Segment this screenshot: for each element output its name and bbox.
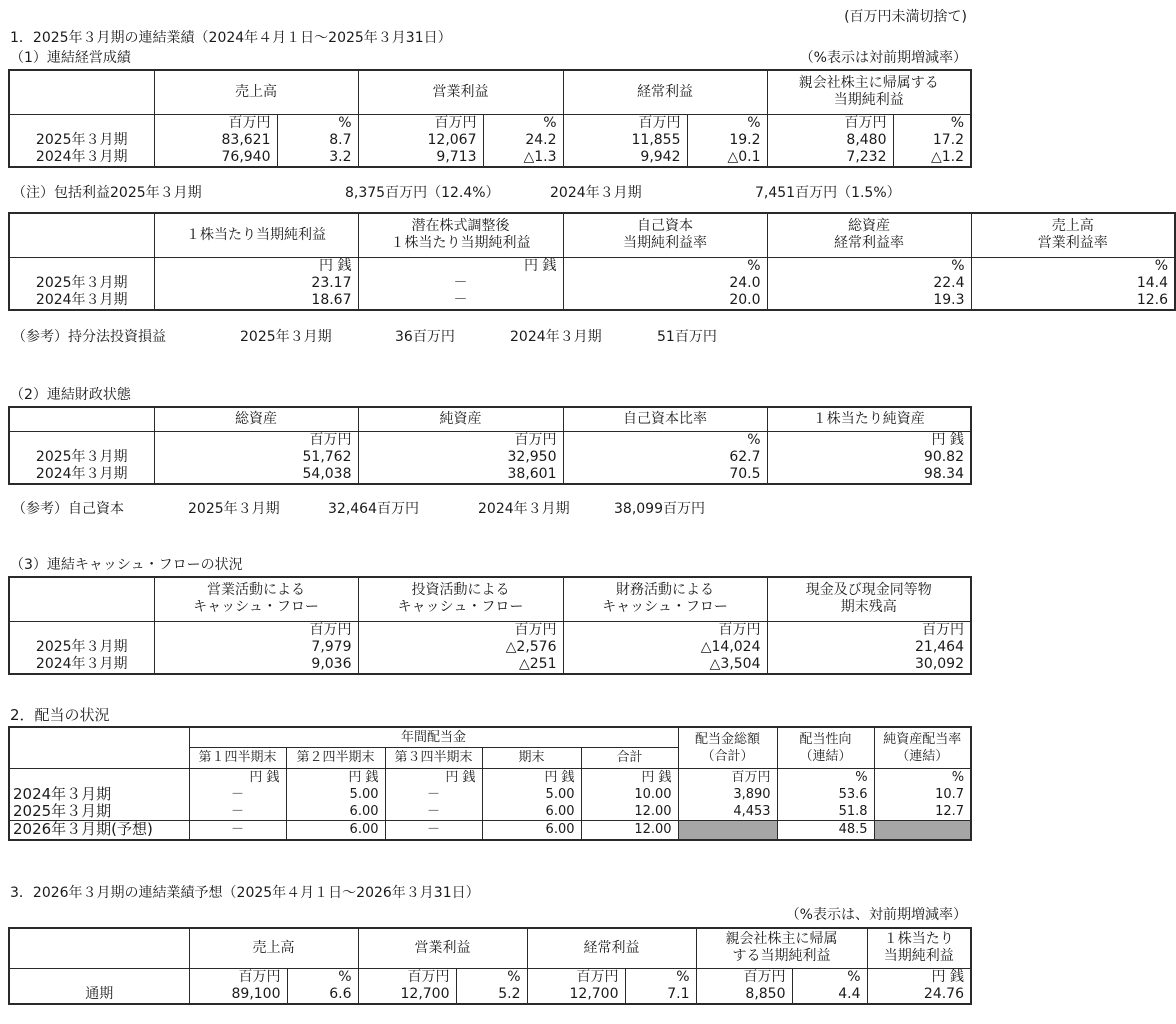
col-header-ordinary-income: 経常利益: [527, 928, 696, 968]
header-row: [9, 577, 971, 621]
value: 51,762: [302, 448, 352, 465]
cell-diluted-eps: [358, 257, 563, 310]
cell-doe-na: [874, 820, 971, 840]
forecast-row: [9, 820, 971, 840]
value: 8,850: [745, 985, 786, 1002]
unit-label: 円 銭: [641, 769, 672, 785]
header-line: １株当たり当期純利益: [390, 235, 531, 252]
value: 12,700: [569, 985, 619, 1002]
cell-cash-end: [767, 621, 971, 674]
dividends-table: [8, 726, 972, 841]
cell-financing-cf: [563, 621, 767, 674]
unit-label: 円 銭: [524, 257, 557, 274]
row-label: 2024年３月期: [35, 148, 128, 165]
cell-q1: [189, 768, 286, 820]
corner-cell: [9, 70, 154, 114]
cell-equity-ratio: [563, 431, 767, 484]
value: 5.00: [349, 786, 379, 802]
header-line: 自己資本: [637, 218, 693, 235]
header-line: 現金及び現金同等物: [805, 582, 932, 599]
value: 32,950: [507, 448, 557, 465]
col-header-total: 合計: [581, 747, 678, 768]
value: －: [453, 291, 468, 308]
cell-sales-amount: [154, 114, 277, 167]
col-header-eps: １株当たり当期純利益: [154, 213, 358, 257]
header-line: （連結）: [799, 748, 852, 764]
unit-label: 百万円: [309, 431, 352, 448]
cell-op-amount: [358, 114, 483, 167]
header-line: 期末残高: [840, 599, 897, 616]
col-header-net-income: [767, 70, 971, 114]
header-line: 純資産配当率: [883, 731, 962, 747]
cell-net-pct: [792, 968, 867, 1004]
value: 6.00: [545, 803, 575, 819]
col-header-q1: 第１四半期末: [189, 747, 286, 768]
cell-q2: [286, 768, 385, 820]
cell-op-amount: [358, 968, 456, 1004]
unit-label: 円 銭: [931, 431, 964, 448]
value: 7,232: [846, 148, 887, 165]
col-header-sales: 売上高: [154, 70, 358, 114]
cell-year-end: [482, 768, 581, 820]
cash-flow-table: [8, 576, 972, 675]
value: 54,038: [302, 465, 352, 482]
value: 12.00: [634, 803, 672, 819]
rounding-note: (百万円未満切捨て): [844, 9, 967, 25]
corner-cell: [9, 727, 189, 768]
row-label: 2024年３月期: [13, 784, 112, 803]
cell-total: [581, 768, 678, 820]
value: △14,024: [700, 638, 761, 655]
col-header-diluted-eps: [358, 213, 563, 257]
value: 53.6: [838, 786, 868, 802]
col-header-operating-income: 営業利益: [358, 70, 563, 114]
value: 19.3: [933, 291, 965, 308]
row-label: 2025年３月期: [35, 131, 128, 148]
unit-label: %: [507, 968, 521, 985]
header-line: 当期純利益: [883, 948, 954, 965]
col-header-q2: 第２四半期末: [286, 747, 385, 768]
value: 8,480: [846, 131, 887, 148]
corner-cell: [9, 928, 189, 968]
value: 8.7: [329, 131, 352, 148]
cell-total-dividends: [678, 768, 777, 820]
cell-q1: －: [189, 820, 286, 840]
value: 3,890: [733, 786, 771, 802]
unit-label: 円 銭: [249, 769, 280, 785]
value: 89,100: [231, 985, 281, 1002]
cell-q2: 6.00: [286, 820, 385, 840]
value: －: [230, 803, 244, 819]
value: 70.5: [729, 465, 761, 482]
col-header-net-assets: 純資産: [358, 407, 563, 431]
cell-net-amount: [696, 968, 792, 1004]
header-row-group: [9, 727, 971, 747]
col-header-financing-cf: [563, 577, 767, 621]
col-header-roe: [563, 213, 767, 257]
unit-label: 百万円: [514, 621, 557, 638]
row-label-forecast: 2026年３月期(予想): [9, 820, 189, 840]
cell-ord-pct: [625, 968, 696, 1004]
row-label: 2024年３月期: [35, 655, 128, 672]
header-line: （合計）: [701, 748, 754, 764]
cell-net-amount: [767, 114, 893, 167]
unit-label: 百万円: [434, 114, 477, 131]
cell-doe: [874, 768, 971, 820]
cell-sales-pct: [287, 968, 358, 1004]
value: 12.6: [1136, 291, 1168, 308]
value: 11,855: [631, 131, 681, 148]
col-header-total-assets: 総資産: [154, 407, 358, 431]
comprehensive-income-period2: 2024年３月期: [550, 185, 642, 201]
header-line: 当期純利益率: [623, 235, 707, 252]
value: －: [230, 786, 244, 802]
value: 22.4: [933, 274, 965, 291]
financial-position-table: [8, 406, 972, 485]
col-header-sales: 売上高: [189, 928, 358, 968]
cell-roe: [563, 257, 767, 310]
cell-ord-amount: [563, 114, 687, 167]
row-label: 2025年３月期: [35, 448, 128, 465]
value: 24.76: [923, 985, 964, 1002]
unit-label: %: [747, 431, 761, 448]
equity-capital-period1: 2025年３月期: [188, 501, 280, 517]
unit-label: %: [676, 968, 690, 985]
value: 10.00: [634, 786, 672, 802]
unit-label: %: [543, 114, 557, 131]
sub1-note: （%表示は対前期増減率）: [799, 50, 967, 66]
header-line: 財務活動による: [616, 582, 714, 599]
comprehensive-income-2025: 8,375百万円（12.4%）: [345, 185, 500, 201]
unit-label: 百万円: [514, 431, 557, 448]
header-row: [9, 70, 971, 114]
equity-capital-label: （参考）自己資本: [12, 501, 124, 517]
value: －: [453, 274, 468, 291]
col-header-operating-cf: [154, 577, 358, 621]
value: 9,036: [311, 655, 352, 672]
header-line: 経常利益率: [834, 235, 904, 252]
col-header-ordinary-income: 経常利益: [563, 70, 767, 114]
unit-label: 百万円: [718, 621, 761, 638]
unit-label: 百万円: [922, 621, 964, 638]
unit-label: 円 銭: [319, 257, 352, 274]
col-header-total-dividends: [678, 727, 777, 768]
cell-total-assets: [154, 431, 358, 484]
value: 83,621: [221, 131, 271, 148]
unit-label: 円 銭: [348, 769, 379, 785]
value: 3.2: [329, 148, 352, 165]
unit-label: %: [951, 257, 965, 274]
col-header-q3: 第３四半期末: [385, 747, 482, 768]
cell-net-assets: [358, 431, 563, 484]
data-block: [9, 431, 971, 484]
section1-title: 1．2025年３月期の連結業績（2024年４月１日～2025年３月31日）: [10, 30, 452, 46]
value: △0.1: [727, 148, 761, 165]
header-line: 潜在株式調整後: [411, 218, 510, 235]
col-group-annual-dividend: 年間配当金: [189, 727, 678, 747]
col-header-payout-ratio: [777, 727, 874, 768]
equity-method-period1: 2025年３月期: [240, 329, 332, 345]
value: 4.4: [838, 985, 861, 1002]
value: －: [426, 786, 440, 802]
cell-net-pct: [893, 114, 971, 167]
data-block: [9, 768, 971, 820]
cell-sales-pct: [277, 114, 358, 167]
equity-method-period2: 2024年３月期: [510, 329, 602, 345]
cell-op-pct: [456, 968, 527, 1004]
row-label: 2025年３月期: [13, 801, 112, 820]
value: 17.2: [932, 131, 964, 148]
equity-capital-period2: 2024年３月期: [478, 501, 570, 517]
comprehensive-income-2024: 7,451百万円（1.5%）: [755, 185, 901, 201]
unit-label: %: [747, 257, 761, 274]
header-line: 投資活動による: [411, 582, 510, 599]
unit-label: %: [950, 114, 964, 131]
value: △1.3: [523, 148, 557, 165]
value: 90.82: [923, 448, 964, 465]
per-share-ratios-table: [8, 212, 1176, 311]
unit-label: %: [855, 769, 868, 785]
row-labels: [9, 768, 189, 820]
value: 38,601: [507, 465, 557, 482]
value: 24.2: [525, 131, 557, 148]
value: 9,942: [640, 148, 681, 165]
unit-label: 百万円: [309, 621, 352, 638]
value: 7.1: [667, 985, 690, 1002]
header-row: [9, 928, 971, 968]
col-header-investing-cf: [358, 577, 563, 621]
cell-ord-pct: [687, 114, 767, 167]
equity-method-value2: 51百万円: [657, 329, 717, 345]
comprehensive-income-label: （注）包括利益2025年３月期: [12, 185, 202, 201]
col-header-year-end: 期末: [482, 747, 581, 768]
cell-ord-amount: [527, 968, 625, 1004]
corner-cell: [9, 577, 154, 621]
cell-sales-amount: [189, 968, 287, 1004]
unit-label: %: [951, 769, 965, 785]
col-header-op-margin: [971, 213, 1175, 257]
value: 21,464: [915, 638, 964, 655]
header-line: 配当金総額: [695, 731, 761, 747]
value: 12,067: [427, 131, 477, 148]
cell-total-dividends-na: [678, 820, 777, 840]
value: 51.8: [838, 803, 868, 819]
cell-total: 12.00: [581, 820, 678, 840]
unit-label: 百万円: [743, 968, 786, 985]
header-line: １株当たり: [883, 931, 954, 948]
operating-results-table: [8, 69, 972, 168]
cell-op-pct: [483, 114, 563, 167]
col-header-cash-end: [767, 577, 971, 621]
corner-cell: [9, 407, 154, 431]
value: △251: [519, 655, 557, 672]
cell-roa: [767, 257, 971, 310]
cell-eps: [154, 257, 358, 310]
row-labels: [9, 621, 154, 674]
cell-q3: －: [385, 820, 482, 840]
sub1-title: （1）連結経営成績: [10, 50, 131, 66]
value: 12.7: [935, 803, 965, 819]
unit-label: %: [338, 114, 352, 131]
col-header-operating-income: 営業利益: [358, 928, 527, 968]
unit-label: 円 銭: [931, 968, 964, 985]
row-label: 2024年３月期: [35, 465, 128, 482]
value: 20.0: [729, 291, 761, 308]
data-block: [9, 114, 971, 167]
section2-title: 2．配当の状況: [10, 706, 110, 724]
col-header-eps: [867, 928, 971, 968]
unit-label: 円 銭: [544, 769, 575, 785]
value: 30,092: [915, 655, 964, 672]
unit-label: 百万円: [228, 114, 271, 131]
data-block: [9, 621, 971, 674]
cell-payout-ratio: 48.5: [777, 820, 874, 840]
cell-payout-ratio: [777, 768, 874, 820]
section3-note: （%表示は、対前期増減率）: [785, 907, 967, 923]
unit-label: %: [1154, 257, 1168, 274]
value: 23.17: [311, 274, 352, 291]
data-block: [9, 257, 1175, 310]
cell-operating-cf: [154, 621, 358, 674]
unit-label: 百万円: [731, 769, 771, 785]
col-header-doe: [874, 727, 971, 768]
sub3-title: （3）連結キャッシュ・フローの状況: [10, 557, 243, 573]
col-header-net-income-line1: 親会社株主に帰属する: [798, 75, 939, 92]
header-line: （連結）: [896, 748, 949, 764]
col-header-equity-ratio: 自己資本比率: [563, 407, 767, 431]
value: 7,979: [311, 638, 352, 655]
row-labels: [9, 257, 154, 310]
unit-label: 円 銭: [445, 769, 476, 785]
value: 9,713: [436, 148, 477, 165]
value: 18.67: [311, 291, 352, 308]
sub2-title: （2）連結財政状態: [10, 387, 131, 403]
cell-bps: [767, 431, 971, 484]
header-row: [9, 407, 971, 431]
row-label: 2024年３月期: [35, 291, 128, 308]
unit-label: %: [747, 114, 761, 131]
data-block: [9, 968, 971, 1004]
header-line: 親会社株主に帰属: [725, 931, 838, 948]
value: △3,504: [709, 655, 761, 672]
value: 98.34: [923, 465, 964, 482]
unit-label: 百万円: [844, 114, 887, 131]
value: 19.2: [729, 131, 761, 148]
cell-investing-cf: [358, 621, 563, 674]
equity-method-value1: 36百万円: [395, 329, 455, 345]
header-row: [9, 213, 1175, 257]
unit-label: 百万円: [576, 968, 619, 985]
header-line: キャッシュ・フロー: [602, 599, 728, 616]
header-line: キャッシュ・フロー: [397, 599, 524, 616]
header-line: 営業利益率: [1037, 235, 1108, 252]
cell-op-margin: [971, 257, 1175, 310]
col-header-net-income-line2: 当期純利益: [833, 92, 904, 109]
value: 24.0: [729, 274, 761, 291]
unit-label: %: [338, 968, 352, 985]
cell-q3: [385, 768, 482, 820]
value: 4,453: [733, 803, 771, 819]
section3-title: 3．2026年３月期の連結業績予想（2025年４月１日～2026年３月31日）: [10, 885, 480, 901]
equity-method-label: （参考）持分法投資損益: [12, 329, 166, 345]
header-line: キャッシュ・フロー: [193, 599, 319, 616]
row-labels: [9, 114, 154, 167]
header-line: 総資産: [848, 218, 890, 235]
equity-capital-value2: 38,099百万円: [614, 501, 705, 517]
col-header-bps: １株当たり純資産: [767, 407, 971, 431]
value: 14.4: [1136, 274, 1168, 291]
row-label-full-year: 通期: [9, 968, 189, 1004]
forecast-table: [8, 927, 972, 1005]
value: 6.6: [329, 985, 352, 1002]
header-line: 営業活動による: [207, 582, 305, 599]
row-label: 2025年３月期: [35, 638, 128, 655]
equity-capital-value1: 32,464百万円: [328, 501, 419, 517]
header-line: する当期純利益: [732, 948, 831, 965]
col-header-net-income: [696, 928, 867, 968]
value: 6.00: [349, 803, 379, 819]
value: 5.00: [545, 786, 575, 802]
value: －: [426, 803, 440, 819]
col-header-roa: [767, 213, 971, 257]
value: 12,700: [400, 985, 450, 1002]
row-label: 2025年３月期: [35, 274, 128, 291]
value: △1.2: [930, 148, 964, 165]
row-labels: [9, 431, 154, 484]
value: 76,940: [221, 148, 271, 165]
value: 5.2: [498, 985, 521, 1002]
unit-label: 百万円: [638, 114, 681, 131]
cell-year-end: 6.00: [482, 820, 581, 840]
value: 62.7: [729, 448, 761, 465]
value: △2,576: [505, 638, 557, 655]
unit-label: 百万円: [407, 968, 450, 985]
unit-label: 百万円: [238, 968, 281, 985]
header-line: 売上高: [1051, 218, 1094, 235]
cell-eps: [867, 968, 971, 1004]
value: 10.7: [935, 786, 965, 802]
corner-cell: [9, 213, 154, 257]
unit-label: %: [847, 968, 861, 985]
header-line: 配当性向: [799, 731, 852, 747]
